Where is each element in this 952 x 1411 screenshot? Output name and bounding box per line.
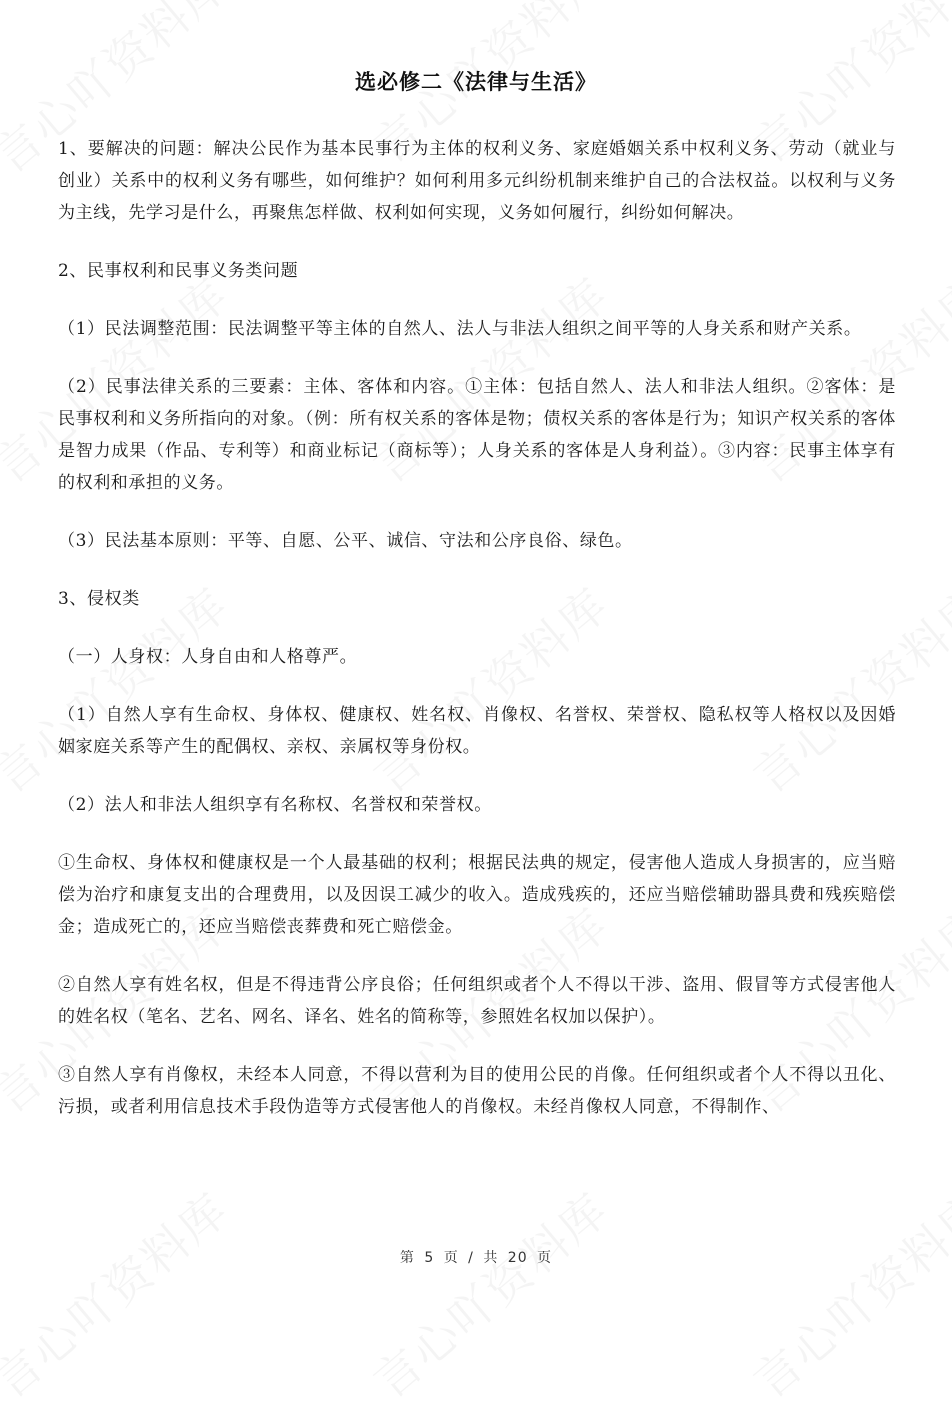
section-heading-civil-rights: 2、民事权利和民事义务类问题 bbox=[58, 261, 299, 281]
paragraph-name-right: ②自然人享有姓名权，但是不得违背公序良俗；任何组织或者个人不得以干涉、盗用、假冒等方式侵害他人的姓名权（笔名、艺名、网名、译名、姓名的简称等，参照姓名权加以保护）。 bbox=[58, 975, 896, 1027]
document-body bbox=[58, 133, 896, 1149]
page-number: 第 5 页 / 共 20 页 bbox=[399, 1250, 553, 1266]
paragraph-natural-person-rights: （1）自然人享有生命权、身体权、健康权、姓名权、肖像权、名誉权、荣誉权、隐私权等人格权以及因婚姻家庭关系等产生的配偶权、亲权、亲属权等身份权。 bbox=[58, 705, 896, 757]
subsection-heading-personal-rights: （一）人身权：人身自由和人格尊严。 bbox=[58, 647, 358, 667]
paragraph-problem-statement: 1、要解决的问题：解决公民作为基本民事行为主体的权利义务、家庭婚姻关系中权利义务、劳动（就业与创业）关系中的权利义务有哪些，如何维护？如何利用多元纠纷机制来维护自己的合法权益。以权利与义务为主线，先学习是什么，再聚焦怎样做、权利如何实现，义务如何履行，纠纷如何解决。 bbox=[58, 139, 896, 223]
document-title: 选必修二《法律与生活》 bbox=[355, 69, 597, 94]
paragraph-legal-person-rights: （2）法人和非法人组织享有名称权、名誉权和荣誉权。 bbox=[58, 795, 492, 815]
paragraph-portrait-right: ③自然人享有肖像权，未经本人同意，不得以营利为目的使用公民的肖像。任何组织或者个人不得以丑化、污损，或者利用信息技术手段伪造等方式侵害他人的肖像权。未经肖像权人同意，不得制作、 bbox=[58, 1065, 896, 1117]
paragraph-civil-law-scope: （1）民法调整范围：民法调整平等主体的自然人、法人与非法人组织之间平等的人身关系和财产关系。 bbox=[58, 319, 862, 339]
paragraph-civil-law-principles: （3）民法基本原则：平等、自愿、公平、诚信、守法和公序良俗、绿色。 bbox=[58, 531, 633, 551]
section-heading-tort: 3、侵权类 bbox=[58, 589, 140, 609]
paragraph-life-body-health: ①生命权、身体权和健康权是一个人最基础的权利；根据民法典的规定，侵害他人造成人身损害的，应当赔偿为治疗和康复支出的合理费用，以及因误工减少的收入。造成残疾的，还应当赔偿辅助器具费和残疾赔偿金；造成死亡的，还应当赔偿丧葬费和死亡赔偿金。 bbox=[58, 853, 896, 937]
paragraph-legal-relation-elements: （2）民事法律关系的三要素：主体、客体和内容。①主体：包括自然人、法人和非法人组织。②客体：是民事权利和义务所指向的对象。（例：所有权关系的客体是物；债权关系的客体是行为；知识产权关系的客体是智力成果（作品、专利等）和商业标记（商标等）；人身关系的客体是人身利益）。③内容：民事主体享有的权利和承担的义务。 bbox=[58, 377, 896, 493]
